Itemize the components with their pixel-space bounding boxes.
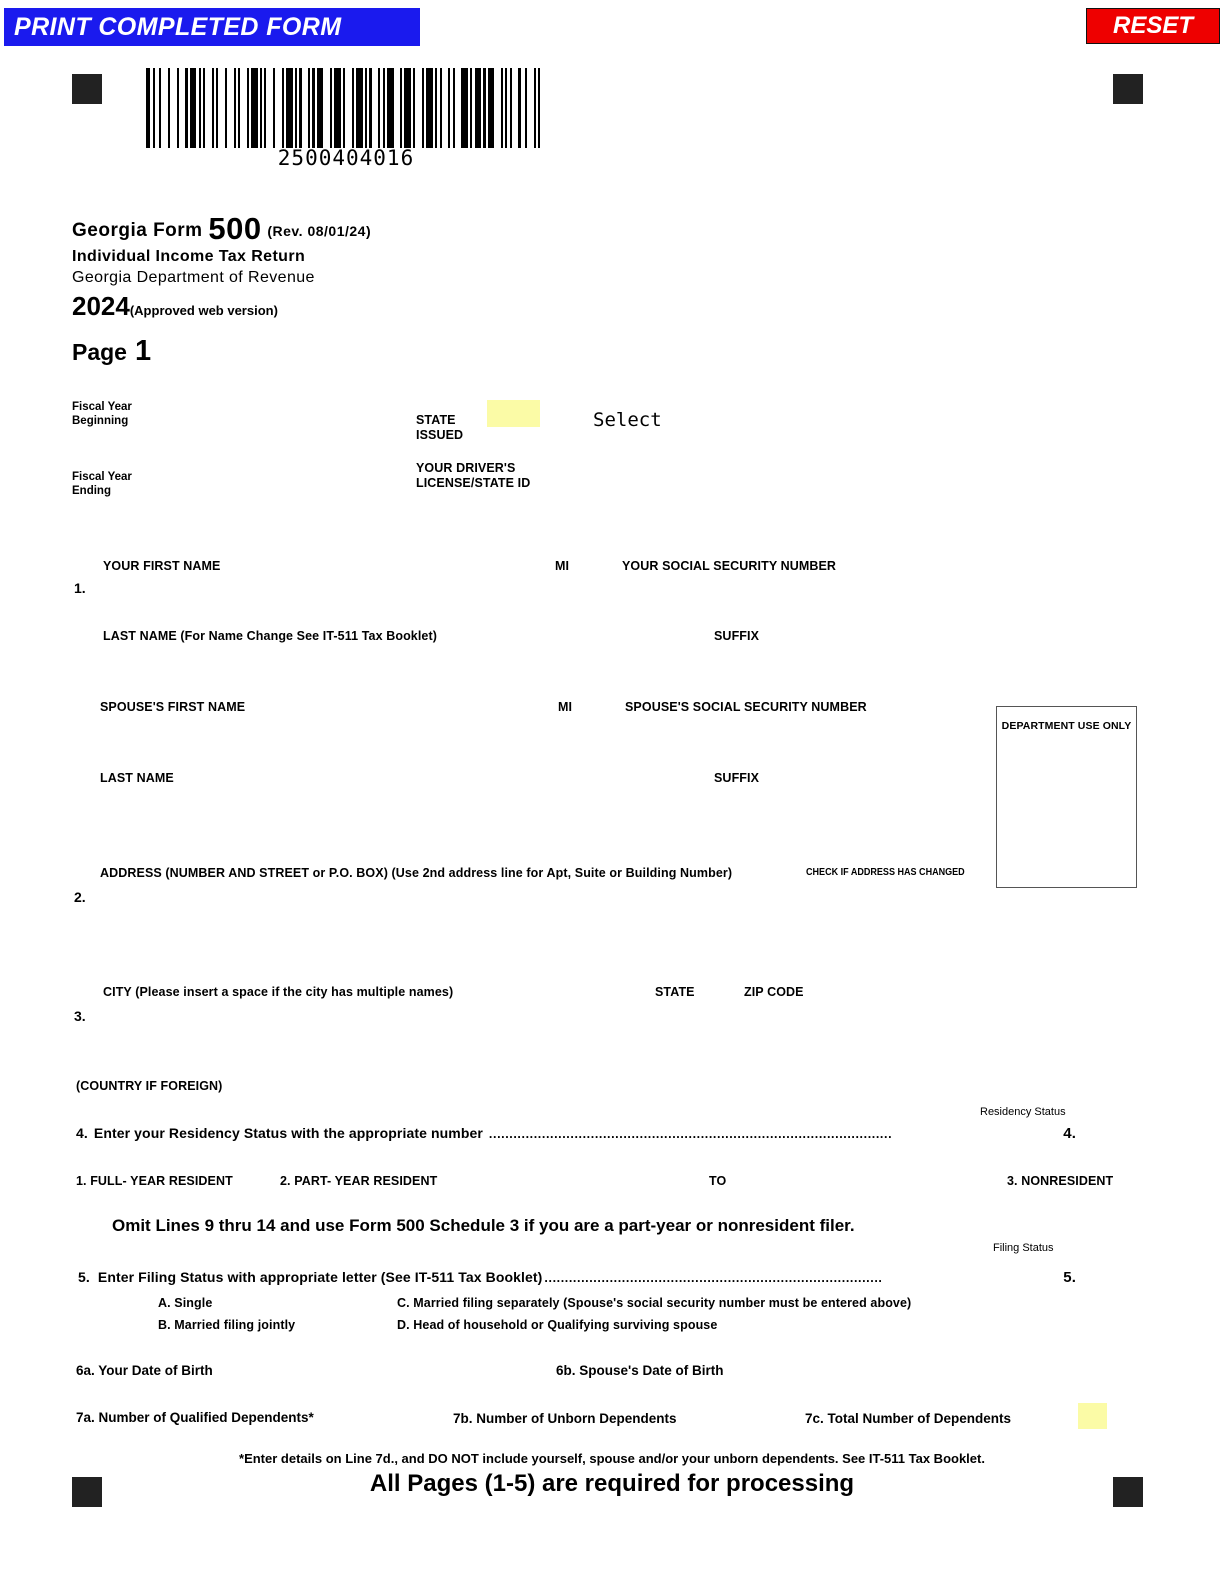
state-input[interactable]: [650, 1005, 720, 1033]
address-changed-checkbox[interactable]: [980, 864, 996, 880]
fiscal-year-ending-label: Fiscal Year Ending: [72, 471, 132, 497]
line-1-number: 1.: [74, 580, 86, 596]
filing-status-side-label: Filing Status: [993, 1242, 1054, 1254]
spouse-first-name-label: SPOUSE'S FIRST NAME: [100, 700, 246, 714]
total-dependents-label: 7c. Total Number of Dependents: [805, 1411, 1012, 1426]
state-issued-input[interactable]: [487, 400, 540, 427]
your-ssn-input[interactable]: [620, 578, 920, 606]
masthead-title-prefix: Georgia Form: [72, 220, 203, 241]
residency-line-text: Enter your Residency Status with the appropriate number: [93, 1125, 483, 1141]
print-button-label: PRINT COMPLETED FORM: [14, 12, 342, 41]
suffix-label: SUFFIX: [714, 629, 760, 643]
fiscal-year-beginning-label: Fiscal Year Beginning: [72, 401, 132, 427]
masthead-version-note: (Approved web version): [129, 303, 278, 318]
your-first-name-input[interactable]: [100, 578, 540, 606]
qualified-dependents-input[interactable]: [375, 1406, 435, 1432]
your-date-of-birth-input[interactable]: [260, 1359, 490, 1385]
department-use-only-title: DEPARTMENT USE ONLY: [1001, 720, 1132, 732]
spouse-date-of-birth-input[interactable]: [770, 1359, 1000, 1385]
residency-option-2: 2. PART- YEAR RESIDENT: [280, 1174, 438, 1188]
residency-leader-dots: ...................................................................................................: [488, 1127, 893, 1141]
filing-status-answer-number: 5.: [1063, 1269, 1076, 1286]
line-2-number: 2.: [74, 889, 86, 905]
your-ssn-label: YOUR SOCIAL SECURITY NUMBER: [622, 559, 837, 573]
zip-code-input[interactable]: [740, 1005, 890, 1033]
fiscal-year-beginning-input[interactable]: [170, 398, 400, 424]
registration-mark-top-left: [72, 74, 102, 104]
city-input[interactable]: [100, 1005, 630, 1033]
masthead-title-line: [72, 213, 371, 244]
masthead-agency: Georgia Department of Revenue: [72, 269, 315, 286]
residency-answer-number: 4.: [1063, 1125, 1076, 1142]
residency-line-number: 4.: [76, 1125, 88, 1141]
all-pages-required-notice: All Pages (1-5) are required for processing: [369, 1470, 855, 1497]
page-number: 1: [134, 335, 152, 367]
part-year-to-input[interactable]: [745, 1170, 995, 1196]
country-if-foreign-input[interactable]: [280, 1076, 580, 1102]
fiscal-year-ending-input[interactable]: [170, 468, 400, 494]
department-use-only-box: [996, 706, 1137, 888]
reset-button-label: RESET: [1112, 12, 1193, 39]
registration-mark-top-right: [1113, 74, 1143, 104]
spouse-ssn-input[interactable]: [623, 719, 923, 747]
residency-status-line: [76, 1125, 1076, 1143]
barcode-number: 2500404016: [277, 146, 415, 170]
spouse-last-name-label: LAST NAME: [100, 771, 174, 785]
state-issued-select[interactable]: Select: [593, 409, 662, 431]
your-first-name-label: YOUR FIRST NAME: [103, 559, 221, 573]
mi-input[interactable]: [550, 578, 600, 606]
reset-button[interactable]: [1086, 8, 1220, 44]
drivers-license-input[interactable]: [596, 462, 896, 488]
spouse-ssn-label: SPOUSE'S SOCIAL SECURITY NUMBER: [625, 700, 867, 714]
filing-option-c: C. Married filing separately (Spouse's social security number must be entered above): [397, 1296, 912, 1310]
filing-status-line-text: Enter Filing Status with appropriate letter (See IT-511 Tax Booklet): [97, 1269, 543, 1285]
masthead-revision: (Rev. 08/01/24): [267, 223, 372, 239]
address-changed-label: CHECK IF ADDRESS HAS CHANGED: [806, 866, 965, 878]
spouse-suffix-input[interactable]: [710, 790, 800, 818]
masthead-subtitle: Individual Income Tax Return: [72, 248, 306, 265]
spouse-mi-label: MI: [558, 700, 573, 714]
filing-status-line: [78, 1269, 1076, 1287]
city-label: CITY (Please insert a space if the city has multiple names): [103, 985, 454, 999]
line-3-number: 3.: [74, 1008, 86, 1024]
filing-option-b: B. Married filing jointly: [158, 1318, 296, 1332]
print-completed-form-button[interactable]: [4, 8, 420, 46]
filing-status-line-number: 5.: [78, 1269, 90, 1285]
filing-option-a: A. Single: [158, 1296, 213, 1310]
spouse-last-name-input[interactable]: [98, 790, 698, 818]
qualified-dependents-label: 7a. Number of Qualified Dependents*: [76, 1410, 314, 1425]
form-barcode: [146, 68, 545, 148]
masthead-year: 2024: [72, 291, 130, 321]
dependents-footnote: *Enter details on Line 7d., and DO NOT include yourself, spouse and/or your unborn dependents. See IT-511 Tax Booklet.: [239, 1451, 985, 1466]
drivers-license-label: YOUR DRIVER'S LICENSE/STATE ID: [416, 461, 531, 491]
zip-code-label: ZIP CODE: [744, 985, 804, 999]
last-name-label: LAST NAME (For Name Change See IT-511 Tax Booklet): [103, 629, 438, 643]
mi-label: MI: [555, 559, 570, 573]
residency-option-3: 3. NONRESIDENT: [1007, 1174, 1114, 1188]
country-if-foreign-label: (COUNTRY IF FOREIGN): [76, 1079, 223, 1093]
state-issued-label: STATE ISSUED: [416, 413, 464, 443]
filing-option-d: D. Head of household or Qualifying surviving spouse: [397, 1318, 718, 1332]
filing-status-input[interactable]: [1080, 1266, 1140, 1292]
filing-status-leader-dots: ...................................................................................: [544, 1271, 883, 1285]
total-dependents-input[interactable]: [1078, 1403, 1107, 1429]
residency-status-input[interactable]: [1080, 1122, 1140, 1148]
date-of-birth-label: 6a. Your Date of Birth: [76, 1363, 213, 1378]
residency-option-1: 1. FULL- YEAR RESIDENT: [76, 1174, 233, 1188]
address-line2-input[interactable]: [98, 928, 888, 956]
masthead-year-line: [72, 291, 371, 322]
spouse-suffix-label: SUFFIX: [714, 771, 760, 785]
state-label: STATE: [655, 985, 695, 999]
unborn-dependents-input[interactable]: [737, 1406, 797, 1432]
spouse-mi-input[interactable]: [553, 719, 603, 747]
unborn-dependents-label: 7b. Number of Unborn Dependents: [453, 1411, 677, 1426]
spouse-first-name-input[interactable]: [98, 719, 538, 747]
suffix-input[interactable]: [710, 648, 800, 676]
part-year-to-label: TO: [709, 1174, 727, 1188]
last-name-input[interactable]: [100, 648, 700, 676]
address-input[interactable]: [98, 886, 888, 914]
residency-status-side-label: Residency Status: [980, 1106, 1066, 1118]
address-label: ADDRESS (NUMBER AND STREET or P.O. BOX) (Use 2nd address line for Apt, Suite or Building Number): [100, 866, 733, 880]
masthead-form-number: 500: [208, 211, 262, 246]
part-year-from-input[interactable]: [450, 1170, 700, 1196]
page-label: [72, 335, 151, 368]
form-masthead: [72, 213, 371, 322]
spouse-date-of-birth-label: 6b. Spouse's Date of Birth: [556, 1363, 724, 1378]
omit-lines-notice: Omit Lines 9 thru 14 and use Form 500 Schedule 3 if you are a part-year or nonresident filer.: [112, 1216, 855, 1235]
page-word: Page: [72, 339, 127, 365]
